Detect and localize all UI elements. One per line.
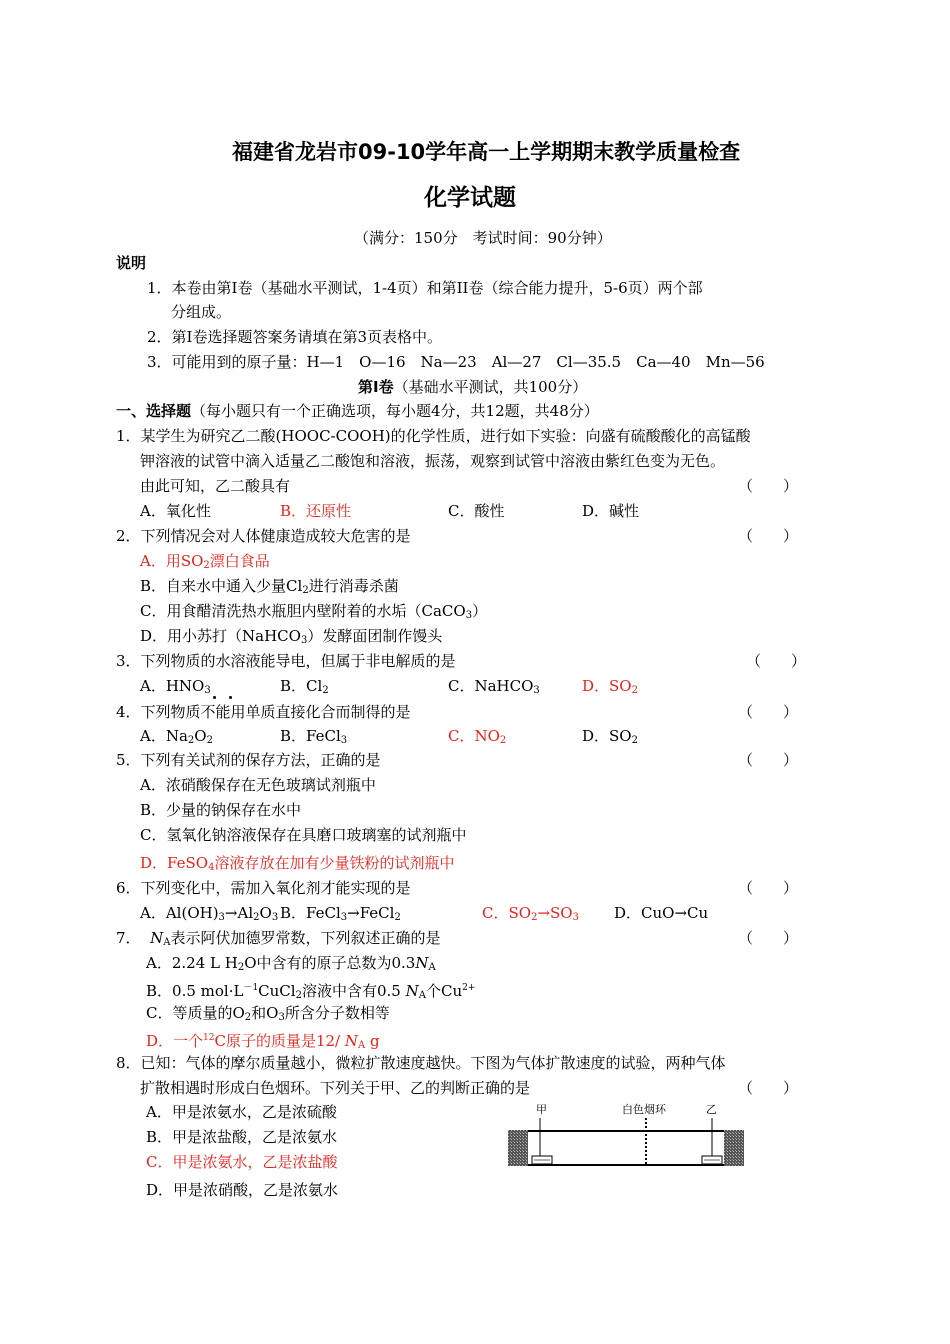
q7-d-na-sub: A [358, 1040, 366, 1051]
q2-a-text2: 漂白食品 [209, 552, 270, 570]
q3-b-text: B．Cl [280, 677, 323, 695]
q1-line1: 1．某学生为研究乙二酸(HOOC-COOH)的化学性质，进行如下实验：向盛有硫酸酸化的高锰酸 [116, 427, 751, 445]
q2-c-text: C．用食醋清洗热水瓶胆内壁附着的水垢（CaCO [140, 602, 466, 620]
q2-c-text2: ） [472, 602, 488, 620]
q5-answer-paren: （ ） [738, 751, 799, 769]
q3-option-b [280, 676, 329, 701]
q2-d-sub: 3 [300, 635, 308, 646]
q7-option-d [146, 1028, 380, 1056]
q5-d-sub: 4 [208, 862, 215, 873]
section1-sub: （每小题只有一个正确选项，每小题4分，共12题，共48分） [191, 402, 599, 420]
q2-b-text: B．自来水中通入少量Cl [140, 577, 303, 595]
q7-d-text2: C原子的质量是12/ [214, 1032, 341, 1050]
part1-label: 第Ⅰ卷 [358, 378, 394, 396]
q7-b-text: B．0.5 mol·L [146, 982, 244, 1000]
q2-option-b [140, 576, 399, 601]
q4-c-text: C．NO [448, 727, 500, 745]
q4-stem: 4．下列物质不能用单质直接化合而制得的是 [116, 703, 411, 721]
q4-a-sub2: 2 [206, 735, 213, 746]
q1-option-d: D．碱性 [582, 502, 640, 520]
q7-d-text3: g [370, 1032, 380, 1050]
figure-label-jia: 甲 [536, 1103, 547, 1116]
q2-stem: 2．下列情况会对人体健康造成较大危害的是 [116, 527, 411, 545]
section1-label: 一、选择题 [116, 402, 192, 420]
q7-b-text3: 溶液中含有0.5 [301, 982, 401, 1000]
q4-a-text: A．Na [140, 727, 188, 745]
q1-answer-paren: （ ） [738, 477, 799, 495]
q7-stem [116, 928, 440, 953]
q7-a-na: N [415, 954, 429, 972]
q7-option-b [146, 978, 475, 1006]
q2-c-sub: 3 [465, 610, 473, 621]
q5-d-text: D．FeSO [140, 854, 209, 872]
q4-option-a [140, 726, 213, 751]
exam-meta: （满分：150分 考试时间：90分钟） [354, 229, 612, 247]
q3-c-text: C．NaHCO [448, 677, 534, 695]
section1-heading [116, 401, 599, 421]
q5-option-c: C．氢氧化钠溶液保存在具磨口玻璃塞的试剂瓶中 [140, 826, 467, 844]
q6-c-sub1: 2 [531, 912, 538, 923]
q6-c-text2: →SO [537, 904, 573, 922]
q2-d-text2: ）发酵面团制作馒头 [307, 627, 443, 645]
q6-b-text: B．FeCl [280, 904, 341, 922]
q7-b-sup: －1 [243, 983, 259, 993]
q7-a-na-sub: A [428, 962, 436, 973]
q3-d-text: D．SO [582, 677, 632, 695]
q4-answer-paren: （ ） [738, 703, 799, 721]
q3-option-a [140, 676, 211, 701]
q2-b-sub: 2 [302, 585, 309, 596]
q4-b-sub: 3 [340, 735, 348, 746]
exam-subtitle: 化学试题 [424, 185, 516, 211]
q7-a-sub: 2 [237, 962, 245, 973]
q5-d-text2: 溶液存放在加有少量铁粉的试剂瓶中 [214, 854, 455, 872]
q7-option-a [146, 953, 436, 978]
q7-c-text: C．等质量的O [146, 1004, 245, 1022]
q5-option-d [140, 853, 454, 878]
note-2: 2．第Ⅰ卷选择题答案务请填在第3页表格中。 [147, 328, 443, 346]
q6-a-text: A．Al(OH) [140, 904, 219, 922]
q4-d-text: D．SO [582, 727, 632, 745]
q3-a-sub: 3 [204, 685, 211, 696]
q7-na-sub: A [163, 937, 171, 948]
q7-option-c [146, 1003, 390, 1028]
q7-d-text: D．一个 [146, 1032, 204, 1050]
q7-b-text2: CuCl [258, 982, 296, 1000]
diffusion-tube-diagram [508, 1118, 744, 1168]
q6-b-sub2: 2 [394, 912, 401, 923]
left-stopper [508, 1130, 528, 1166]
q6-a-sub3: 3 [271, 912, 279, 923]
q2-b-text2: 进行消毒杀菌 [308, 577, 399, 595]
q7-c-sub1: 2 [244, 1012, 252, 1023]
q7-c-sub2: 3 [278, 1012, 285, 1023]
q3-option-c [448, 676, 540, 701]
q6-option-c [482, 903, 579, 928]
q1-line3: 由此可知，乙二酸具有 [140, 477, 291, 495]
q6-a-sub1: 3 [218, 912, 225, 923]
q8-option-b: B．甲是浓盐酸，乙是浓氨水 [146, 1128, 338, 1146]
q2-option-c [140, 601, 487, 626]
q7-b-sub: 2 [295, 990, 302, 1001]
q4-option-d [582, 726, 638, 751]
note-1-cont: 分组成。 [171, 303, 232, 321]
right-stopper [724, 1130, 744, 1166]
q3-b-sub: 2 [322, 685, 329, 696]
q7-a-text: A．2.24 L H [146, 954, 238, 972]
q6-stem: 6．下列变化中，需加入氧化剂才能实现的是 [116, 879, 411, 897]
q6-option-d: D．CuO→Cu [614, 904, 709, 922]
q2-d-text: D．用小苏打（NaHCO [140, 627, 301, 645]
q2-a-sub: 2 [203, 560, 210, 571]
q8-line2: 扩散相遇时形成白色烟环。下列关于甲、乙的判断正确的是 [140, 1079, 531, 1097]
q3-answer-paren: （ ） [746, 652, 807, 670]
q6-b-text2: →FeCl [347, 904, 395, 922]
q8-option-c: C．甲是浓氨水，乙是浓盐酸 [146, 1153, 338, 1171]
q4-b-text: B．FeCl [280, 727, 341, 745]
q1-line2: 钾溶液的试管中滴入适量乙二酸饱和溶液，振荡，观察到试管中溶液由紫红色变为无色。 [140, 452, 726, 470]
q2-option-d [140, 626, 442, 651]
q7-stem-text: 表示阿伏加德罗常数，下列叙述正确的是 [170, 929, 441, 947]
q4-a-sub1: 2 [187, 735, 195, 746]
q8-line1: 8．已知：气体的摩尔质量越小，微粒扩散速度越快。下图为气体扩散速度的试验，两种气体 [116, 1054, 726, 1072]
q6-c-text: C．SO [482, 904, 532, 922]
q4-option-c [448, 726, 506, 751]
q1-option-a: A．氧化性 [140, 502, 211, 520]
diffusion-figure [508, 1104, 744, 1168]
q7-num: 7． [116, 929, 141, 947]
q8-option-d: D．甲是浓硝酸，乙是浓氨水 [146, 1181, 339, 1199]
q7-b-na-sub: A [418, 990, 426, 1001]
q8-option-a: A．甲是浓氨水，乙是浓硫酸 [146, 1103, 337, 1121]
part1-heading [358, 377, 587, 397]
note-1: 1．本卷由第Ⅰ卷（基础水平测试，1-4页）和第II卷（综合能力提升，5-6页）两个部 [147, 279, 703, 297]
q2-a-text: A．用SO [140, 552, 204, 570]
q3-d-sub: 2 [631, 685, 638, 696]
q6-answer-paren: （ ） [738, 879, 799, 897]
note-3: 3．可能用到的原子量：H—1 O—16 Na—23 Al—27 Cl—35.5 Ca—40 Mn—56 [147, 353, 765, 371]
notes-heading: 说明 [116, 254, 147, 272]
q4-c-sub: 2 [499, 735, 507, 746]
emphasis-dot [229, 696, 232, 699]
q3-c-sub: 3 [533, 685, 540, 696]
q6-option-a [140, 903, 278, 928]
q7-a-text2: O中含有的原子总数为0.3 [244, 954, 416, 972]
q6-a-text3: O [259, 904, 272, 922]
q7-c-text3: 所含分子数相等 [284, 1004, 390, 1022]
exam-title: 福建省龙岩市09-10学年高一上学期期末教学质量检查 [232, 140, 741, 164]
q6-a-sub2: 2 [253, 912, 260, 923]
emphasis-dot [213, 696, 216, 699]
q4-option-b [280, 726, 347, 751]
q7-na: N [150, 929, 164, 947]
q4-d-sub: 2 [631, 735, 638, 746]
q6-b-sub1: 3 [340, 912, 348, 923]
q6-option-b [280, 903, 401, 928]
q5-option-a: A．浓硝酸保存在无色玻璃试剂瓶中 [140, 776, 376, 794]
q6-a-text2: →Al [224, 904, 254, 922]
q7-b-na: N [405, 982, 419, 1000]
q7-c-text2: 和O [251, 1004, 279, 1022]
q7-b-sup2: 2+ [462, 983, 476, 993]
figure-label-smoke-ring: 白色烟环 [622, 1103, 666, 1116]
q3-a-text: A．HNO [140, 677, 205, 695]
q2-answer-paren: （ ） [738, 527, 799, 545]
q1-option-b: B．还原性 [280, 502, 352, 520]
q7-b-text4: 个Cu [425, 982, 463, 1000]
figure-label-yi: 乙 [706, 1103, 717, 1116]
q5-stem: 5．下列有关试剂的保存方法，正确的是 [116, 751, 381, 769]
q7-d-sup: 12 [203, 1033, 215, 1043]
q6-c-sub2: 3 [572, 912, 579, 923]
q5-option-b: B．少量的钠保存在水中 [140, 801, 302, 819]
q1-option-c: C．酸性 [448, 502, 505, 520]
part1-sub: （基础水平测试，共100分） [393, 378, 588, 396]
q3-option-d [582, 676, 638, 701]
q7-d-na: N [344, 1032, 359, 1050]
q4-a-text2: O [194, 727, 207, 745]
q3-stem: 3．下列物质的水溶液能导电，但属于非电解质的是 [116, 652, 456, 670]
q8-answer-paren: （ ） [738, 1079, 799, 1097]
q2-option-a [140, 551, 270, 576]
q7-answer-paren: （ ） [738, 929, 799, 947]
